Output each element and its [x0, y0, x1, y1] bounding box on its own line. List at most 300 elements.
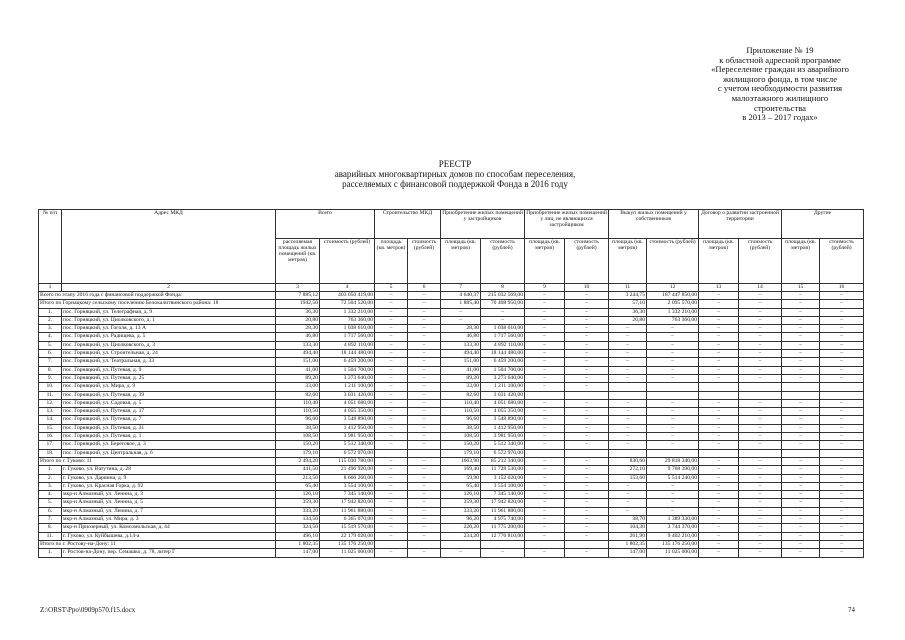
value-cell — [647, 391, 699, 399]
annex-block — [660, 46, 900, 123]
value-cell: – — [820, 507, 864, 515]
subheader-cost: стоимость (рублей) — [739, 239, 782, 284]
value-cell: – — [699, 316, 739, 324]
value-cell: 134,50 — [276, 516, 320, 524]
value-cell: 1 332 210,00 — [320, 308, 375, 316]
value-cell: – — [408, 516, 441, 524]
value-cell: 1 211 100,00 — [320, 383, 375, 391]
value-cell: – — [739, 374, 782, 382]
value-cell: – — [820, 408, 864, 416]
row-number: 15. — [39, 424, 62, 432]
value-cell: – — [739, 399, 782, 407]
address-cell: пос. Горняцкий, ул. Центральная, д. 6 — [62, 449, 276, 457]
value-cell: – — [699, 399, 739, 407]
row-number: 2. — [39, 474, 62, 482]
register-table — [38, 209, 864, 558]
value-cell: 1 717 560,00 — [481, 333, 525, 341]
value-cell: – — [408, 507, 441, 515]
value-cell: – — [408, 292, 441, 300]
address-cell: пос. Горняцкий, ул. Путевая, д. 31 — [62, 424, 276, 432]
row-number: 8. — [39, 366, 62, 374]
row-number: 6. — [39, 507, 62, 515]
value-cell: 7 345 140,00 — [320, 491, 375, 499]
value-cell: – — [375, 308, 408, 316]
row-number: 1. — [39, 308, 62, 316]
value-cell: 3 554 100,00 — [320, 482, 375, 490]
value-cell: 38,70 — [609, 516, 647, 524]
value-cell: – — [609, 507, 647, 515]
column-number: 2 — [62, 284, 276, 292]
subtotal-label: Итого по г. Ростову-на-Дону: 11 — [39, 540, 276, 548]
value-cell: 3 744 370,00 — [647, 524, 699, 532]
value-cell: – — [525, 466, 565, 474]
value-cell: – — [739, 433, 782, 441]
value-cell: – — [565, 341, 609, 349]
value-cell: – — [699, 325, 739, 333]
value-cell: – — [739, 308, 782, 316]
value-cell — [820, 449, 864, 457]
value-cell: – — [375, 366, 408, 374]
value-cell: 9 768 390,00 — [647, 466, 699, 474]
value-cell: – — [820, 358, 864, 366]
value-cell: 220,20 — [441, 524, 481, 532]
value-cell: 41,00 — [276, 366, 320, 374]
value-cell: – — [375, 333, 408, 341]
value-cell: – — [739, 457, 782, 465]
value-cell: – — [565, 482, 609, 490]
row-number: 3. — [39, 482, 62, 490]
value-cell: – — [565, 499, 609, 507]
address-cell: пос. Горняцкий, ул. Путевая, д. 1 — [62, 433, 276, 441]
value-cell: – — [820, 325, 864, 333]
value-cell: – — [525, 408, 565, 416]
value-cell: – — [375, 499, 408, 507]
value-cell: 46,80 — [276, 333, 320, 341]
value-cell: – — [609, 366, 647, 374]
value-cell: 22 179 020,00 — [320, 532, 375, 540]
value-cell: 3 548 890,00 — [481, 416, 525, 424]
value-cell: 11 025 000,00 — [647, 549, 699, 557]
value-cell: – — [441, 308, 481, 316]
value-cell: 38,50 — [276, 424, 320, 432]
value-cell: – — [481, 308, 525, 316]
value-cell: – — [739, 408, 782, 416]
value-cell: – — [408, 499, 441, 507]
value-cell: – — [647, 507, 699, 515]
row-number: 4. — [39, 333, 62, 341]
header-construction: Строительство МКД — [375, 210, 441, 239]
value-cell: 494,40 — [441, 350, 481, 358]
value-cell: 11 775 200,00 — [481, 524, 525, 532]
value-cell: – — [565, 466, 609, 474]
value-cell: – — [739, 532, 782, 540]
subheader-area: площадь (кв. метров) — [699, 239, 739, 284]
table-row — [39, 366, 864, 374]
title-line-3: расселяемых с финансовой поддержкой Фонда в 2016 году — [342, 179, 568, 189]
subheader-area: площадь (кв. метров) — [375, 239, 408, 284]
value-cell: 6 459 200,00 — [320, 358, 375, 366]
table-row — [39, 549, 864, 557]
value-cell: – — [408, 374, 441, 382]
value-cell: – — [565, 457, 609, 465]
value-cell: 333,20 — [441, 507, 481, 515]
value-cell: 1 332 210,00 — [647, 308, 699, 316]
row-number: 6. — [39, 350, 62, 358]
table-row — [39, 383, 864, 391]
value-cell: – — [441, 549, 481, 557]
value-cell: 2 494,20 — [276, 457, 320, 465]
value-cell: – — [782, 308, 820, 316]
value-cell: – — [820, 399, 864, 407]
value-cell: – — [565, 507, 609, 515]
value-cell: – — [408, 474, 441, 482]
value-cell: – — [565, 433, 609, 441]
value-cell: – — [565, 300, 609, 308]
value-cell: – — [739, 300, 782, 308]
value-cell: 28,30 — [276, 325, 320, 333]
value-cell: – — [739, 292, 782, 300]
value-cell: – — [525, 333, 565, 341]
value-cell: 46,80 — [441, 333, 481, 341]
value-cell: 4 640,37 — [441, 292, 481, 300]
value-cell: 4 051 680,00 — [320, 399, 375, 407]
value-cell: – — [699, 499, 739, 507]
value-cell: – — [782, 491, 820, 499]
annex-line: строительства — [754, 102, 806, 113]
register-body — [39, 284, 864, 558]
value-cell — [699, 449, 739, 457]
table-row — [39, 399, 864, 407]
value-cell: 153,60 — [609, 474, 647, 482]
value-cell: – — [699, 366, 739, 374]
value-cell: 4 892 110,00 — [320, 341, 375, 349]
value-cell: – — [739, 524, 782, 532]
value-cell: – — [782, 399, 820, 407]
column-number: 8 — [481, 284, 525, 292]
value-cell: – — [525, 383, 565, 391]
value-cell: – — [481, 549, 525, 557]
value-cell: – — [699, 466, 739, 474]
value-cell: – — [609, 333, 647, 341]
subtotal-row — [39, 540, 864, 548]
value-cell: 1 802,35 — [276, 540, 320, 548]
value-cell: 1 038 610,00 — [481, 325, 525, 333]
value-cell: – — [739, 507, 782, 515]
column-number: 3 — [276, 284, 320, 292]
header-address: Адрес МКД — [62, 210, 276, 284]
row-number: 16. — [39, 433, 62, 441]
value-cell: 1 211 100,00 — [481, 383, 525, 391]
value-cell: – — [647, 499, 699, 507]
value-cell: 7 885,12 — [276, 292, 320, 300]
value-cell: 1 504 700,00 — [320, 366, 375, 374]
value-cell: 12 776 810,00 — [481, 532, 525, 540]
value-cell: 135 176 250,00 — [320, 540, 375, 548]
value-cell: – — [525, 482, 565, 490]
value-cell — [609, 449, 647, 457]
value-cell: 18 144 480,00 — [320, 350, 375, 358]
table-row — [39, 350, 864, 358]
value-cell: – — [565, 532, 609, 540]
row-number: 11. — [39, 391, 62, 399]
annex-line: в 2013 – 2017 годах» — [742, 112, 818, 123]
row-number: 5. — [39, 499, 62, 507]
subtotal-row — [39, 457, 864, 465]
value-cell: 110,40 — [276, 399, 320, 407]
value-cell: 359,30 — [441, 499, 481, 507]
value-cell: 5 514 240,00 — [647, 474, 699, 482]
value-cell: 147,00 — [609, 549, 647, 557]
value-cell: 110,40 — [441, 399, 481, 407]
subheader-cost-total: стоимость (рублей) — [320, 239, 375, 284]
value-cell: – — [408, 482, 441, 490]
value-cell: – — [820, 333, 864, 341]
value-cell: – — [647, 350, 699, 358]
value-cell: – — [782, 499, 820, 507]
value-cell: – — [525, 457, 565, 465]
value-cell: – — [525, 516, 565, 524]
subheader-area: площадь (кв. метров) — [441, 239, 481, 284]
value-cell: – — [647, 341, 699, 349]
value-cell: – — [647, 433, 699, 441]
column-number: 6 — [408, 284, 441, 292]
header-buyout: Выкуп жилых помещений у собственников — [609, 210, 699, 239]
header-num: № п/п — [39, 210, 62, 284]
value-cell: 1 038 610,00 — [320, 325, 375, 333]
annex-line: «Переселение граждан из аварийного — [711, 64, 849, 75]
value-cell: 36,30 — [276, 308, 320, 316]
value-cell: 494,40 — [276, 350, 320, 358]
value-cell: 3 031 420,00 — [481, 391, 525, 399]
value-cell: 187 447 850,00 — [647, 292, 699, 300]
table-row — [39, 358, 864, 366]
value-cell: – — [820, 424, 864, 432]
value-cell: – — [699, 416, 739, 424]
value-cell: – — [647, 482, 699, 490]
annex-line: малоэтажного жилищного — [731, 92, 829, 103]
column-number: 7 — [441, 284, 481, 292]
value-cell: – — [525, 308, 565, 316]
value-cell: 1 717 560,00 — [320, 333, 375, 341]
value-cell: – — [699, 300, 739, 308]
address-cell: пос. Горняцкий, ул. Радищева, д. 5 — [62, 333, 276, 341]
row-number: 7. — [39, 358, 62, 366]
value-cell: – — [375, 482, 408, 490]
value-cell — [739, 383, 782, 391]
value-cell: 135 176 250,00 — [647, 540, 699, 548]
value-cell: 5 512 340,00 — [320, 441, 375, 449]
value-cell: – — [820, 341, 864, 349]
address-cell: мкр-н Алмазный, ул. Мира, д. 3 — [62, 516, 276, 524]
value-cell: – — [525, 433, 565, 441]
value-cell: 4 975 740,00 — [481, 516, 525, 524]
value-cell: 29 818 340,00 — [647, 457, 699, 465]
value-cell: 3 273 640,00 — [481, 374, 525, 382]
value-cell: – — [375, 507, 408, 515]
table-row — [39, 532, 864, 540]
value-cell — [782, 449, 820, 457]
table-row — [39, 482, 864, 490]
value-cell: – — [375, 408, 408, 416]
value-cell: 1 412 950,00 — [481, 424, 525, 432]
value-cell: – — [782, 300, 820, 308]
subheader-area-total: расселяемая площадь жилых помещений (кв. метров) — [276, 239, 320, 284]
value-cell: – — [565, 516, 609, 524]
value-cell: 147,00 — [276, 549, 320, 557]
column-number: 12 — [647, 284, 699, 292]
value-cell: – — [441, 316, 481, 324]
value-cell: – — [782, 292, 820, 300]
value-cell: – — [782, 325, 820, 333]
value-cell: 36,30 — [609, 308, 647, 316]
title-line-1: РЕЕСТР — [438, 159, 472, 169]
value-cell: 151,00 — [276, 358, 320, 366]
row-number: 3. — [39, 325, 62, 333]
value-cell: – — [565, 308, 609, 316]
address-cell: пос. Горняцкий, ул. Циолковского, д. 1 — [62, 316, 276, 324]
value-cell: – — [782, 507, 820, 515]
subheader-cost: стоимость (рублей) — [820, 239, 864, 284]
value-cell: 65,40 — [441, 482, 481, 490]
subheader-area: площадь (кв. метров) — [782, 239, 820, 284]
value-cell: – — [408, 366, 441, 374]
value-cell — [525, 540, 565, 548]
value-cell: 89,20 — [441, 374, 481, 382]
value-cell: – — [375, 524, 408, 532]
value-cell: 11 961 880,00 — [320, 507, 375, 515]
value-cell: – — [525, 292, 565, 300]
value-cell: – — [782, 416, 820, 424]
column-number: 11 — [609, 284, 647, 292]
value-cell: 8 666 260,00 — [320, 474, 375, 482]
value-cell: – — [699, 350, 739, 358]
value-cell: 169,40 — [441, 466, 481, 474]
value-cell: – — [525, 507, 565, 515]
value-cell: – — [699, 374, 739, 382]
value-cell: 3 031 420,00 — [320, 391, 375, 399]
subtotal-label: Итого по г. Гуково: 11 — [39, 457, 276, 465]
value-cell: – — [609, 325, 647, 333]
value-cell: – — [481, 316, 525, 324]
value-cell: 1 412 950,00 — [320, 424, 375, 432]
value-cell: – — [565, 316, 609, 324]
value-cell: – — [609, 491, 647, 499]
value-cell: – — [647, 424, 699, 432]
row-number: 18. — [39, 449, 62, 457]
table-row — [39, 441, 864, 449]
value-cell: – — [782, 341, 820, 349]
value-cell: – — [647, 366, 699, 374]
value-cell: 3 548 890,00 — [320, 416, 375, 424]
column-number-row — [39, 284, 864, 292]
value-cell: – — [739, 549, 782, 557]
value-cell: 33,00 — [441, 383, 481, 391]
value-cell: – — [565, 491, 609, 499]
value-cell: 830,60 — [609, 457, 647, 465]
value-cell: – — [782, 532, 820, 540]
column-number: 13 — [699, 284, 739, 292]
row-number: 4. — [39, 491, 62, 499]
value-cell: – — [699, 524, 739, 532]
value-cell: – — [782, 333, 820, 341]
value-cell: – — [820, 474, 864, 482]
table-row — [39, 516, 864, 524]
value-cell: – — [565, 424, 609, 432]
value-cell: – — [609, 399, 647, 407]
value-cell — [782, 383, 820, 391]
value-cell: – — [408, 391, 441, 399]
value-cell: 215 032 569,00 — [481, 292, 525, 300]
value-cell: – — [739, 316, 782, 324]
value-cell: 3 554 100,00 — [481, 482, 525, 490]
value-cell: – — [408, 441, 441, 449]
address-cell: пос. Горняцкий, ул. Гоголя, д. 13 А — [62, 325, 276, 333]
value-cell: 110,50 — [441, 408, 481, 416]
value-cell: 1663,90 — [441, 457, 481, 465]
value-cell: 179,10 — [276, 449, 320, 457]
value-cell: – — [820, 441, 864, 449]
column-number: 14 — [739, 284, 782, 292]
value-cell: – — [739, 516, 782, 524]
table-row — [39, 316, 864, 324]
row-number: 8. — [39, 524, 62, 532]
row-number: 11. — [39, 532, 62, 540]
value-cell: 20,80 — [276, 316, 320, 324]
address-cell: пос. Горняцкий, ул. Циолковского, д. 3 — [62, 341, 276, 349]
value-cell: – — [408, 491, 441, 499]
value-cell — [647, 383, 699, 391]
subtotal-label: Итого по Горнацкому сельскому поселению Белокалитвинского района: 18 — [39, 300, 276, 308]
value-cell: 41,00 — [441, 366, 481, 374]
value-cell: – — [525, 441, 565, 449]
value-cell: – — [565, 325, 609, 333]
value-cell: 763 360,00 — [320, 316, 375, 324]
column-number: 15 — [782, 284, 820, 292]
value-cell: – — [408, 333, 441, 341]
value-cell: – — [375, 350, 408, 358]
value-cell: – — [609, 350, 647, 358]
value-cell: – — [782, 424, 820, 432]
address-cell: г. Ростов-на-Дону, пер. Семашко, д. 78, литер Г — [62, 549, 276, 557]
subheader-area: площадь (кв. метров) — [525, 239, 565, 284]
value-cell: – — [820, 491, 864, 499]
value-cell: 104,30 — [609, 524, 647, 532]
value-cell: 213,50 — [276, 474, 320, 482]
column-number: 9 — [525, 284, 565, 292]
row-number: 12. — [39, 399, 62, 407]
address-cell: пос. Горняцкий, ул. Путевая, д. 39 — [62, 391, 276, 399]
value-cell: – — [699, 474, 739, 482]
subheader-area: площадь (кв. метров) — [609, 239, 647, 284]
value-cell — [739, 391, 782, 399]
value-cell: – — [408, 300, 441, 308]
value-cell: 1942,50 — [276, 300, 320, 308]
document-title — [250, 159, 660, 189]
value-cell: – — [375, 341, 408, 349]
value-cell: – — [647, 374, 699, 382]
row-number: 1. — [39, 549, 62, 557]
title-line-2: аварийных многоквартирных домов по способам переселения, — [334, 169, 576, 179]
table-row — [39, 499, 864, 507]
value-cell: – — [699, 424, 739, 432]
value-cell: 6 459 200,00 — [481, 358, 525, 366]
row-number: 10. — [39, 383, 62, 391]
value-cell: 82,60 — [276, 391, 320, 399]
value-cell: – — [525, 424, 565, 432]
value-cell: – — [820, 366, 864, 374]
value-cell: – — [609, 433, 647, 441]
value-cell: 4 055 350,00 — [320, 408, 375, 416]
